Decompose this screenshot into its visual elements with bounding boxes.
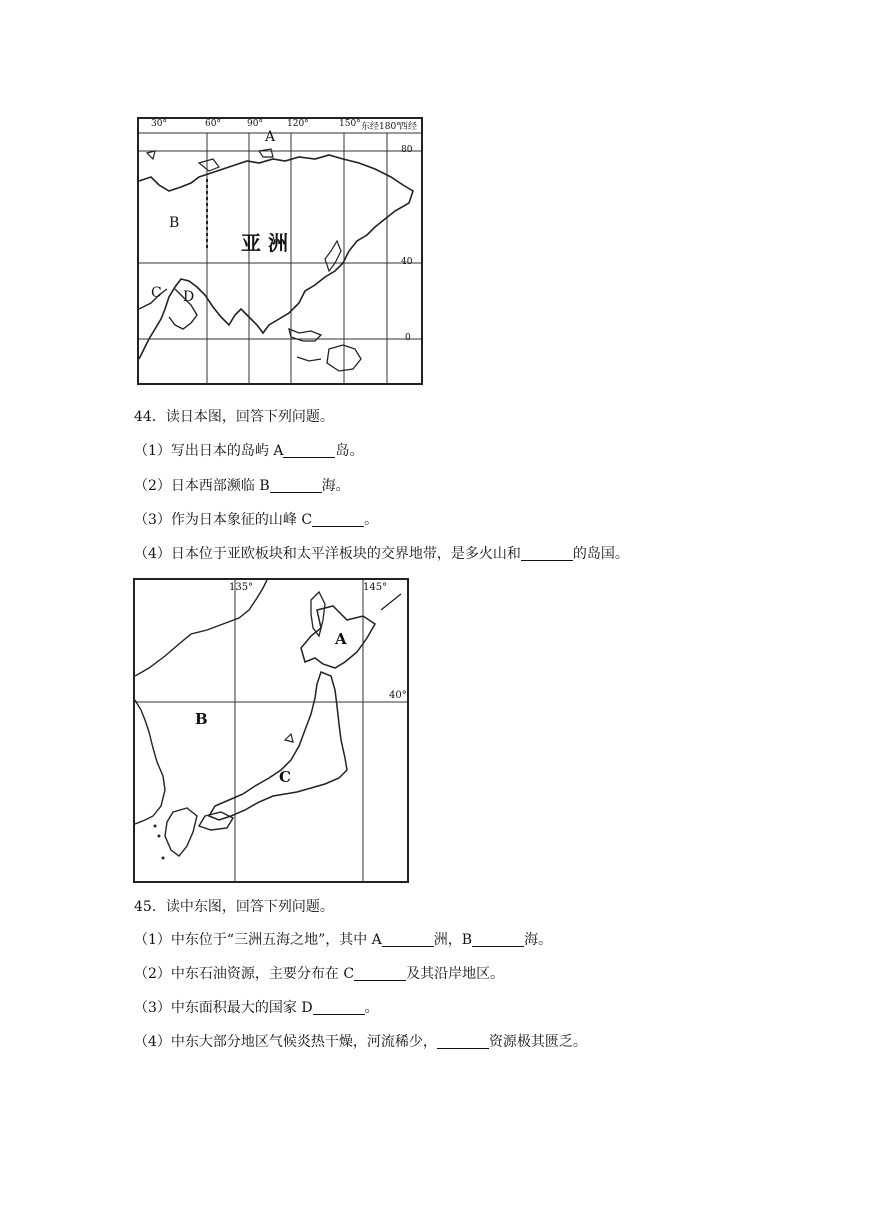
answer-blank[interactable] [312,512,364,527]
lon-label-145: 145° [363,582,388,593]
q44-item-1-pre: （1）写出日本的岛屿 A [134,443,284,459]
map-letter-a: A [335,630,347,648]
q45-item-3 [134,998,379,1018]
lat-label-40: 40° [389,690,407,701]
answer-blank[interactable] [382,932,434,947]
lon-label-30: 30° [151,119,167,129]
q45-item-1-pre: （1）中东位于“三洲五海之地”，其中 A [134,932,382,948]
lon-label-150: 150° [339,119,361,129]
q45-item-2-post: 及其沿岸地区。 [406,966,505,982]
map-letter-d: D [183,289,195,305]
q45-item-3-pre: （3）中东面积最大的国家 D [134,1000,313,1016]
q44-item-3-post: 。 [364,512,379,528]
answer-blank[interactable] [437,1034,489,1049]
q44-item-3 [134,510,378,530]
asia-region-label: 亚 洲 [241,231,288,255]
japan-map-drawing [135,580,407,881]
answer-blank[interactable] [283,443,335,458]
map-letter-b: B [169,215,180,231]
q45-item-4 [134,1032,587,1052]
q44-item-4 [134,544,629,564]
lat-label-0: 0 [405,333,411,343]
q44-item-1-post: 岛。 [335,443,364,459]
q45-item-4-pre: （4）中东大部分地区气候炎热干燥，河流稀少， [134,1034,437,1050]
lon-label-120: 120° [287,119,309,129]
answer-blank[interactable] [521,546,573,561]
q45-item-1-post: 海。 [524,932,553,948]
q44-item-2-pre: （2）日本西部濒临 B [134,478,270,494]
q44-title: 44．读日本图，回答下列问题。 [134,409,334,425]
lon-label-135: 135° [229,582,254,593]
lon-label-60: 60° [205,119,221,129]
q45-item-4-post: 资源极其匮乏。 [488,1034,587,1050]
q44-item-4-post: 的岛国。 [572,546,629,562]
asia-map [137,117,423,385]
q45-item-3-post: 。 [364,1000,379,1016]
q44-item-4-pre: （4）日本位于亚欧板块和太平洋板块的交界地带，是多火山和 [134,546,521,562]
q45-item-1 [134,930,552,950]
map-letter-c: C [151,285,162,301]
answer-blank[interactable] [354,966,406,981]
top-degree-labels [147,119,427,132]
answer-blank[interactable] [313,1000,365,1015]
q44-item-3-pre: （3）作为日本象征的山峰 C [134,512,313,528]
q45-item-2-pre: （2）中东石油资源，主要分布在 C [134,966,355,982]
q44-item-2-post: 海。 [321,478,350,494]
q45-item-1-mid: 洲，B [433,932,473,948]
map-letter-b: B [195,710,208,728]
q45-title: 45．读中东图，回答下列问题。 [134,899,334,915]
answer-blank[interactable] [472,932,524,947]
lat-label-40: 40 [401,257,413,267]
map-letter-a: A [265,129,276,145]
q44-item-2 [134,476,350,496]
q45-item-2 [134,964,504,984]
japan-map [133,578,409,883]
lon-label-east180: 东经180° [361,122,401,132]
lat-label-80: 80 [401,145,413,155]
lon-label-west: 西经 [399,122,418,132]
answer-blank[interactable] [270,478,322,493]
q44-item-1 [134,441,363,461]
map-letter-c: C [279,768,291,786]
lon-label-90: 90° [247,119,263,129]
